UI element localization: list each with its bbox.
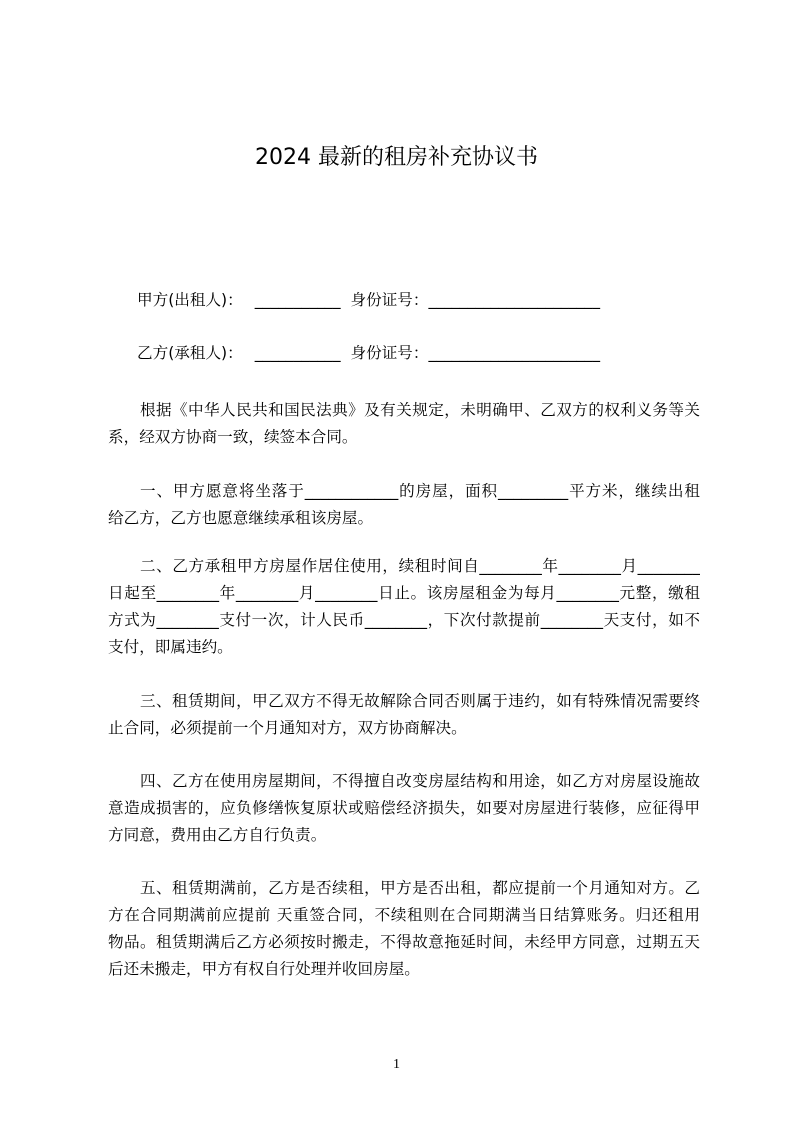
paragraph-line: 系，经双方协商一致，续签本合同。	[108, 428, 358, 446]
party-a-line	[137, 287, 600, 314]
paragraph-line: 给乙方，乙方也愿意继续承租该房屋。	[108, 509, 374, 527]
paragraph-clause-1	[108, 478, 700, 532]
paragraph-line: 方在合同期满前应提前 天重签合同，不续租则在合同期满当日结算账务。归还租用	[108, 906, 700, 924]
paragraph-line: 方式为________支付一次，计人民币________，下次付款提前________天支付，如不	[108, 611, 700, 629]
paragraph-line: 根据《中华人民共和国民法典》及有关规定，未明确甲、乙双方的权利义务等关	[140, 401, 700, 419]
paragraph-clause-4	[108, 768, 700, 849]
paragraph-line: 物品。租赁期满后乙方必须按时搬走，不得故意拖延时间，未经甲方同意，过期五天	[108, 933, 700, 951]
paragraph-clause-2	[108, 553, 700, 661]
paragraph-line: 日起至________年________月________日止。该房屋租金为每月________元整，缴租	[108, 584, 700, 602]
paragraph-line: 二、乙方承租甲方房屋作居住使用，续租时间自________年________月________	[140, 557, 700, 575]
paragraph-line: 五、租赁期满前，乙方是否续租，甲方是否出租，都应提前一个月通知对方。乙	[140, 879, 700, 897]
paragraph-preamble	[108, 397, 700, 451]
paragraph-line: 止合同，必须提前一个月通知对方，双方协商解决。	[108, 719, 467, 737]
party-a-id-blank: ______________________	[428, 291, 601, 309]
party-b-id-label: 身份证号：	[350, 344, 429, 362]
paragraph-line: 三、租赁期间，甲乙双方不得无故解除合同否则属于违约，如有特殊情况需要终	[140, 692, 700, 710]
paragraph-line: 四、乙方在使用房屋期间，不得擅自改变房屋结构和用途，如乙方对房屋设施故	[140, 772, 700, 790]
party-a-name-blank: ___________	[254, 291, 341, 309]
paragraph-line: 方同意，费用由乙方自行负责。	[108, 826, 327, 844]
party-b-label: 乙方(承租人)：	[137, 344, 243, 362]
paragraph-line: 意造成损害的，应负修缮恢复原状或赔偿经济损失，如要对房屋进行装修，应征得甲	[108, 799, 700, 817]
party-b-name-blank: ___________	[254, 344, 341, 362]
party-a-label: 甲方(出租人)：	[137, 291, 243, 309]
paragraph-clause-3	[108, 688, 700, 742]
document-title: 2024 最新的租房补充协议书	[255, 145, 538, 170]
party-b-line	[137, 340, 600, 367]
paragraph-clause-5	[108, 875, 700, 983]
party-a-id-label: 身份证号：	[350, 291, 429, 309]
paragraph-line: 一、甲方愿意将坐落于____________的房屋，面积_________平方米，继续出租	[140, 482, 700, 500]
paragraph-line: 后还未搬走，甲方有权自行处理并收回房屋。	[108, 960, 420, 978]
paragraph-line: 支付，即属违约。	[108, 638, 233, 656]
page-number: 1	[393, 1057, 400, 1072]
party-b-id-blank: ______________________	[428, 344, 601, 362]
